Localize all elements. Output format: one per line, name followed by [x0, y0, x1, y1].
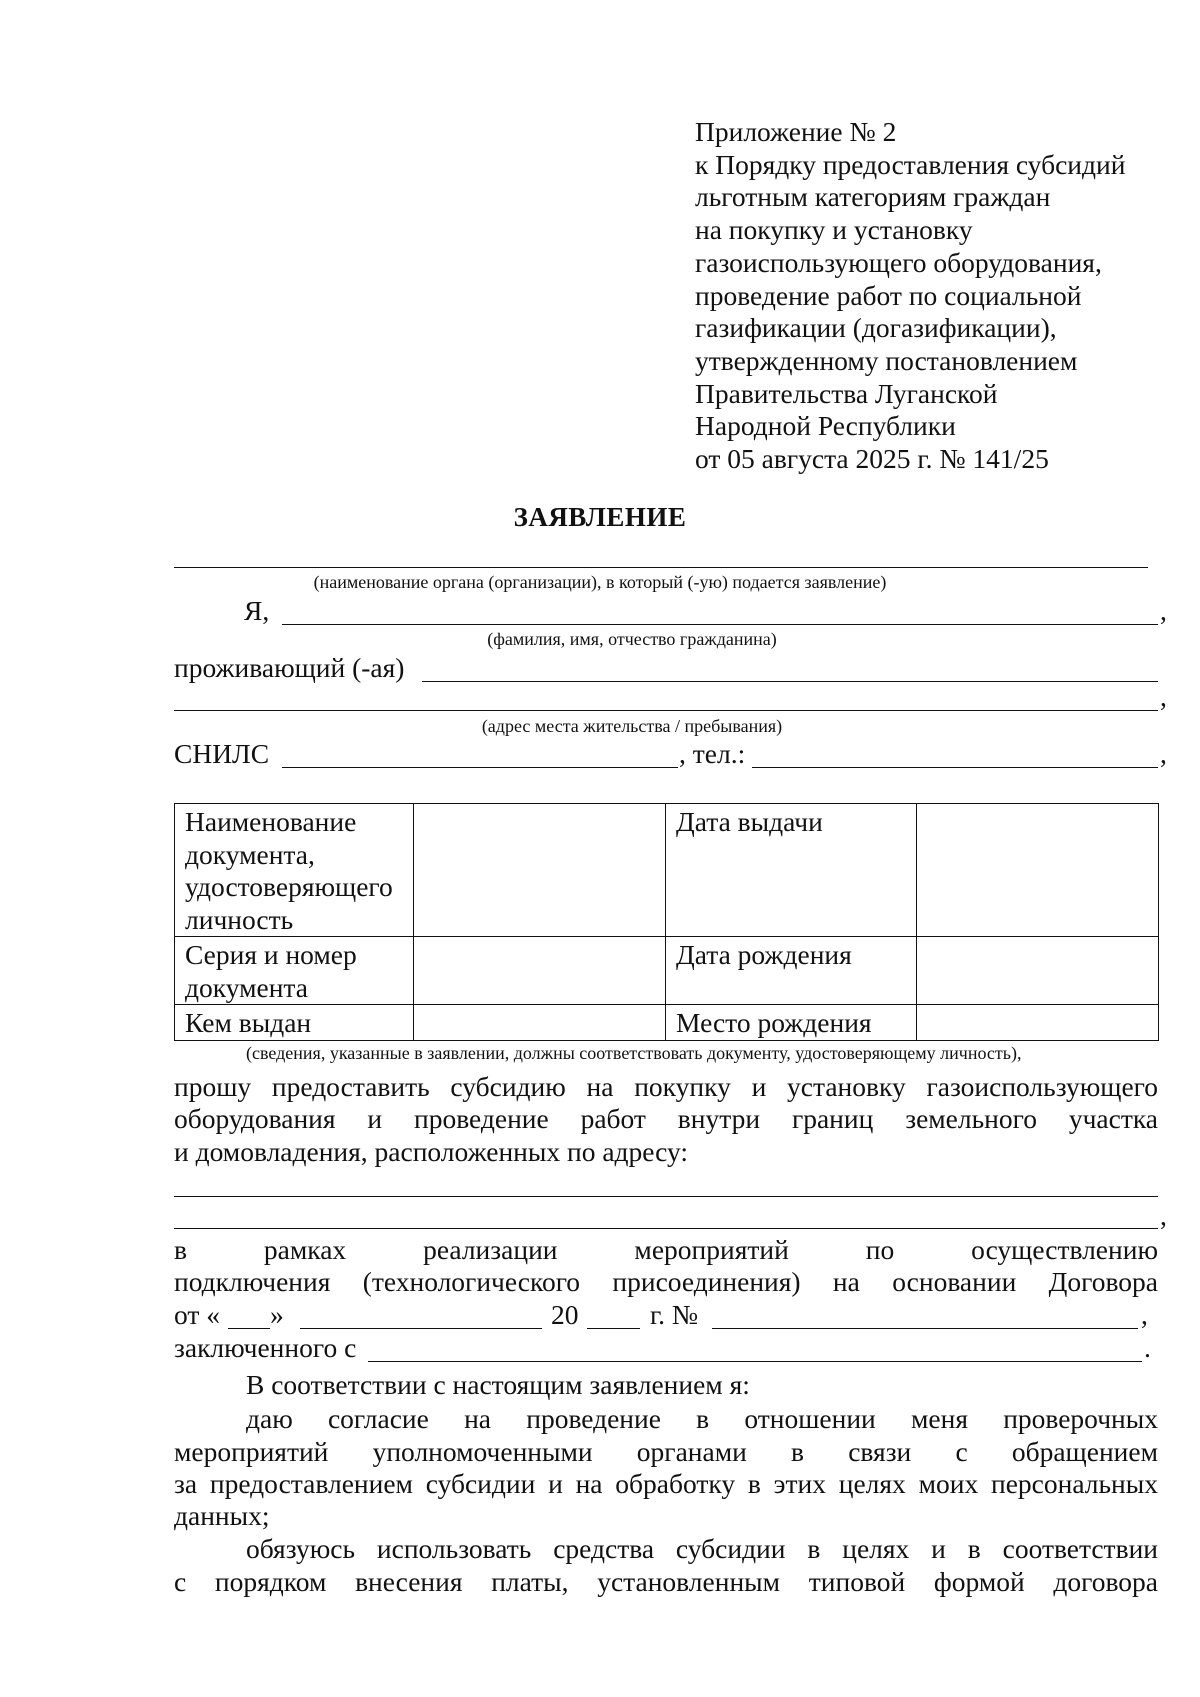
annex-line: Приложение № 2 [695, 116, 897, 147]
table-label-cell: Кем выдан [175, 1005, 414, 1041]
annex-line: утвержденному постановлением [695, 344, 1078, 376]
property-address-field-line-2[interactable] [174, 1228, 1158, 1229]
phone-field[interactable] [752, 767, 1158, 768]
request-line: прошу предоставить субсидию на покупку и установку газоиспользующего [174, 1071, 1158, 1102]
comma: , [1160, 681, 1167, 712]
annex-line: проведение работ по социальной [695, 279, 1082, 311]
annex-reference [695, 116, 1125, 476]
table-value-cell[interactable] [414, 804, 666, 937]
annex-line: Народной Республики [695, 410, 956, 442]
table-label-cell: Место рождения [666, 1005, 917, 1041]
table-value-cell[interactable] [917, 1005, 1159, 1041]
table-label-cell: Серия и номер документа [175, 937, 414, 1005]
address-caption: (адрес места жительства / пребывания) [481, 716, 783, 736]
phone-label: , тел.: [679, 738, 746, 769]
contract-line: подключения (технологического присоединения) на основании Договора [174, 1266, 1158, 1297]
period: . [1144, 1332, 1151, 1363]
full-name-caption: (фамилия, имя, отчество гражданина) [487, 629, 777, 649]
property-address-field-line-1[interactable] [174, 1196, 1158, 1197]
annex-line: от 05 августа 2025 г. № 141/25 [695, 443, 1049, 475]
table-row [175, 804, 1159, 937]
contract-day-field[interactable] [228, 1328, 270, 1329]
obligation-line: с порядком внесения платы, установленным типовой формой договора [174, 1566, 1158, 1597]
year-prefix: 20 [551, 1299, 579, 1330]
comma: , [1141, 1299, 1148, 1330]
contract-number-field[interactable] [712, 1328, 1138, 1329]
address-field-line-1[interactable] [422, 681, 1158, 682]
contract-year-field[interactable] [587, 1328, 640, 1329]
consent-line: за предоставлением субсидии и на обработку в этих целях моих персональных [174, 1468, 1158, 1499]
table-label-cell: Дата выдачи [666, 804, 917, 937]
annex-line: газификации (догазификации), [695, 312, 1057, 344]
contract-month-field[interactable] [300, 1328, 542, 1329]
table-value-cell[interactable] [414, 937, 666, 1005]
contract-from-label: от « [174, 1299, 221, 1330]
organization-caption: (наименование органа (организации), в который (-ую) подается заявление) [313, 572, 887, 592]
annex-line: Правительства Луганской [695, 377, 998, 409]
consent-line: мероприятий уполномоченными органами в связи с обращением [174, 1436, 1158, 1467]
table-note: (сведения, указанные в заявлении, должны соответствовать документу, удостоверяющему личность), [246, 1043, 1022, 1063]
consent-line: данных; [174, 1500, 270, 1531]
ya-label: Я, [244, 595, 270, 626]
full-name-field[interactable] [282, 624, 1158, 625]
table-row [175, 1005, 1159, 1041]
quote-close: » [270, 1299, 284, 1330]
snils-label: СНИЛС [174, 738, 270, 769]
snils-field[interactable] [282, 767, 678, 768]
consent-line: даю согласие на проведение в отношении меня проверочных [246, 1403, 1158, 1434]
consent-intro: В соответствии с настоящим заявлением я: [246, 1369, 750, 1400]
annex-line: газоиспользующего оборудования, [695, 246, 1102, 278]
annex-line: на покупку и установку [695, 214, 973, 246]
document-title: ЗАЯВЛЕНИЕ [513, 502, 687, 532]
table-value-cell[interactable] [917, 804, 1159, 937]
identity-document-table [174, 803, 1159, 1041]
residing-label: проживающий (-ая) [174, 652, 405, 683]
table-label-cell: Дата рождения [666, 937, 917, 1005]
comma: , [1160, 738, 1167, 769]
annex-line: льготным категориям граждан [695, 181, 1051, 213]
contract-number-label: г. № [650, 1299, 699, 1330]
table-row [175, 937, 1159, 1005]
organization-field[interactable] [174, 567, 1148, 568]
table-value-cell[interactable] [917, 937, 1159, 1005]
obligation-line: обязуюсь использовать средства субсидии в целях и в соответствии [246, 1533, 1158, 1564]
request-line: оборудования и проведение работ внутри границ земельного участка [174, 1103, 1158, 1134]
contract-line: в рамках реализации мероприятий по осуществлению [174, 1234, 1158, 1265]
table-value-cell[interactable] [414, 1005, 666, 1041]
address-field-line-2[interactable] [174, 710, 1158, 711]
table-label-cell: Наименование документа, удостоверяющего личность [175, 804, 414, 937]
comma: , [1160, 1200, 1167, 1231]
annex-line: к Порядку предоставления субсидий [695, 148, 1126, 180]
request-line: и домовладения, расположенных по адресу: [174, 1136, 689, 1167]
counterparty-field[interactable] [368, 1361, 1142, 1362]
comma: , [1160, 595, 1167, 626]
concluded-label: заключенного с [174, 1332, 357, 1363]
